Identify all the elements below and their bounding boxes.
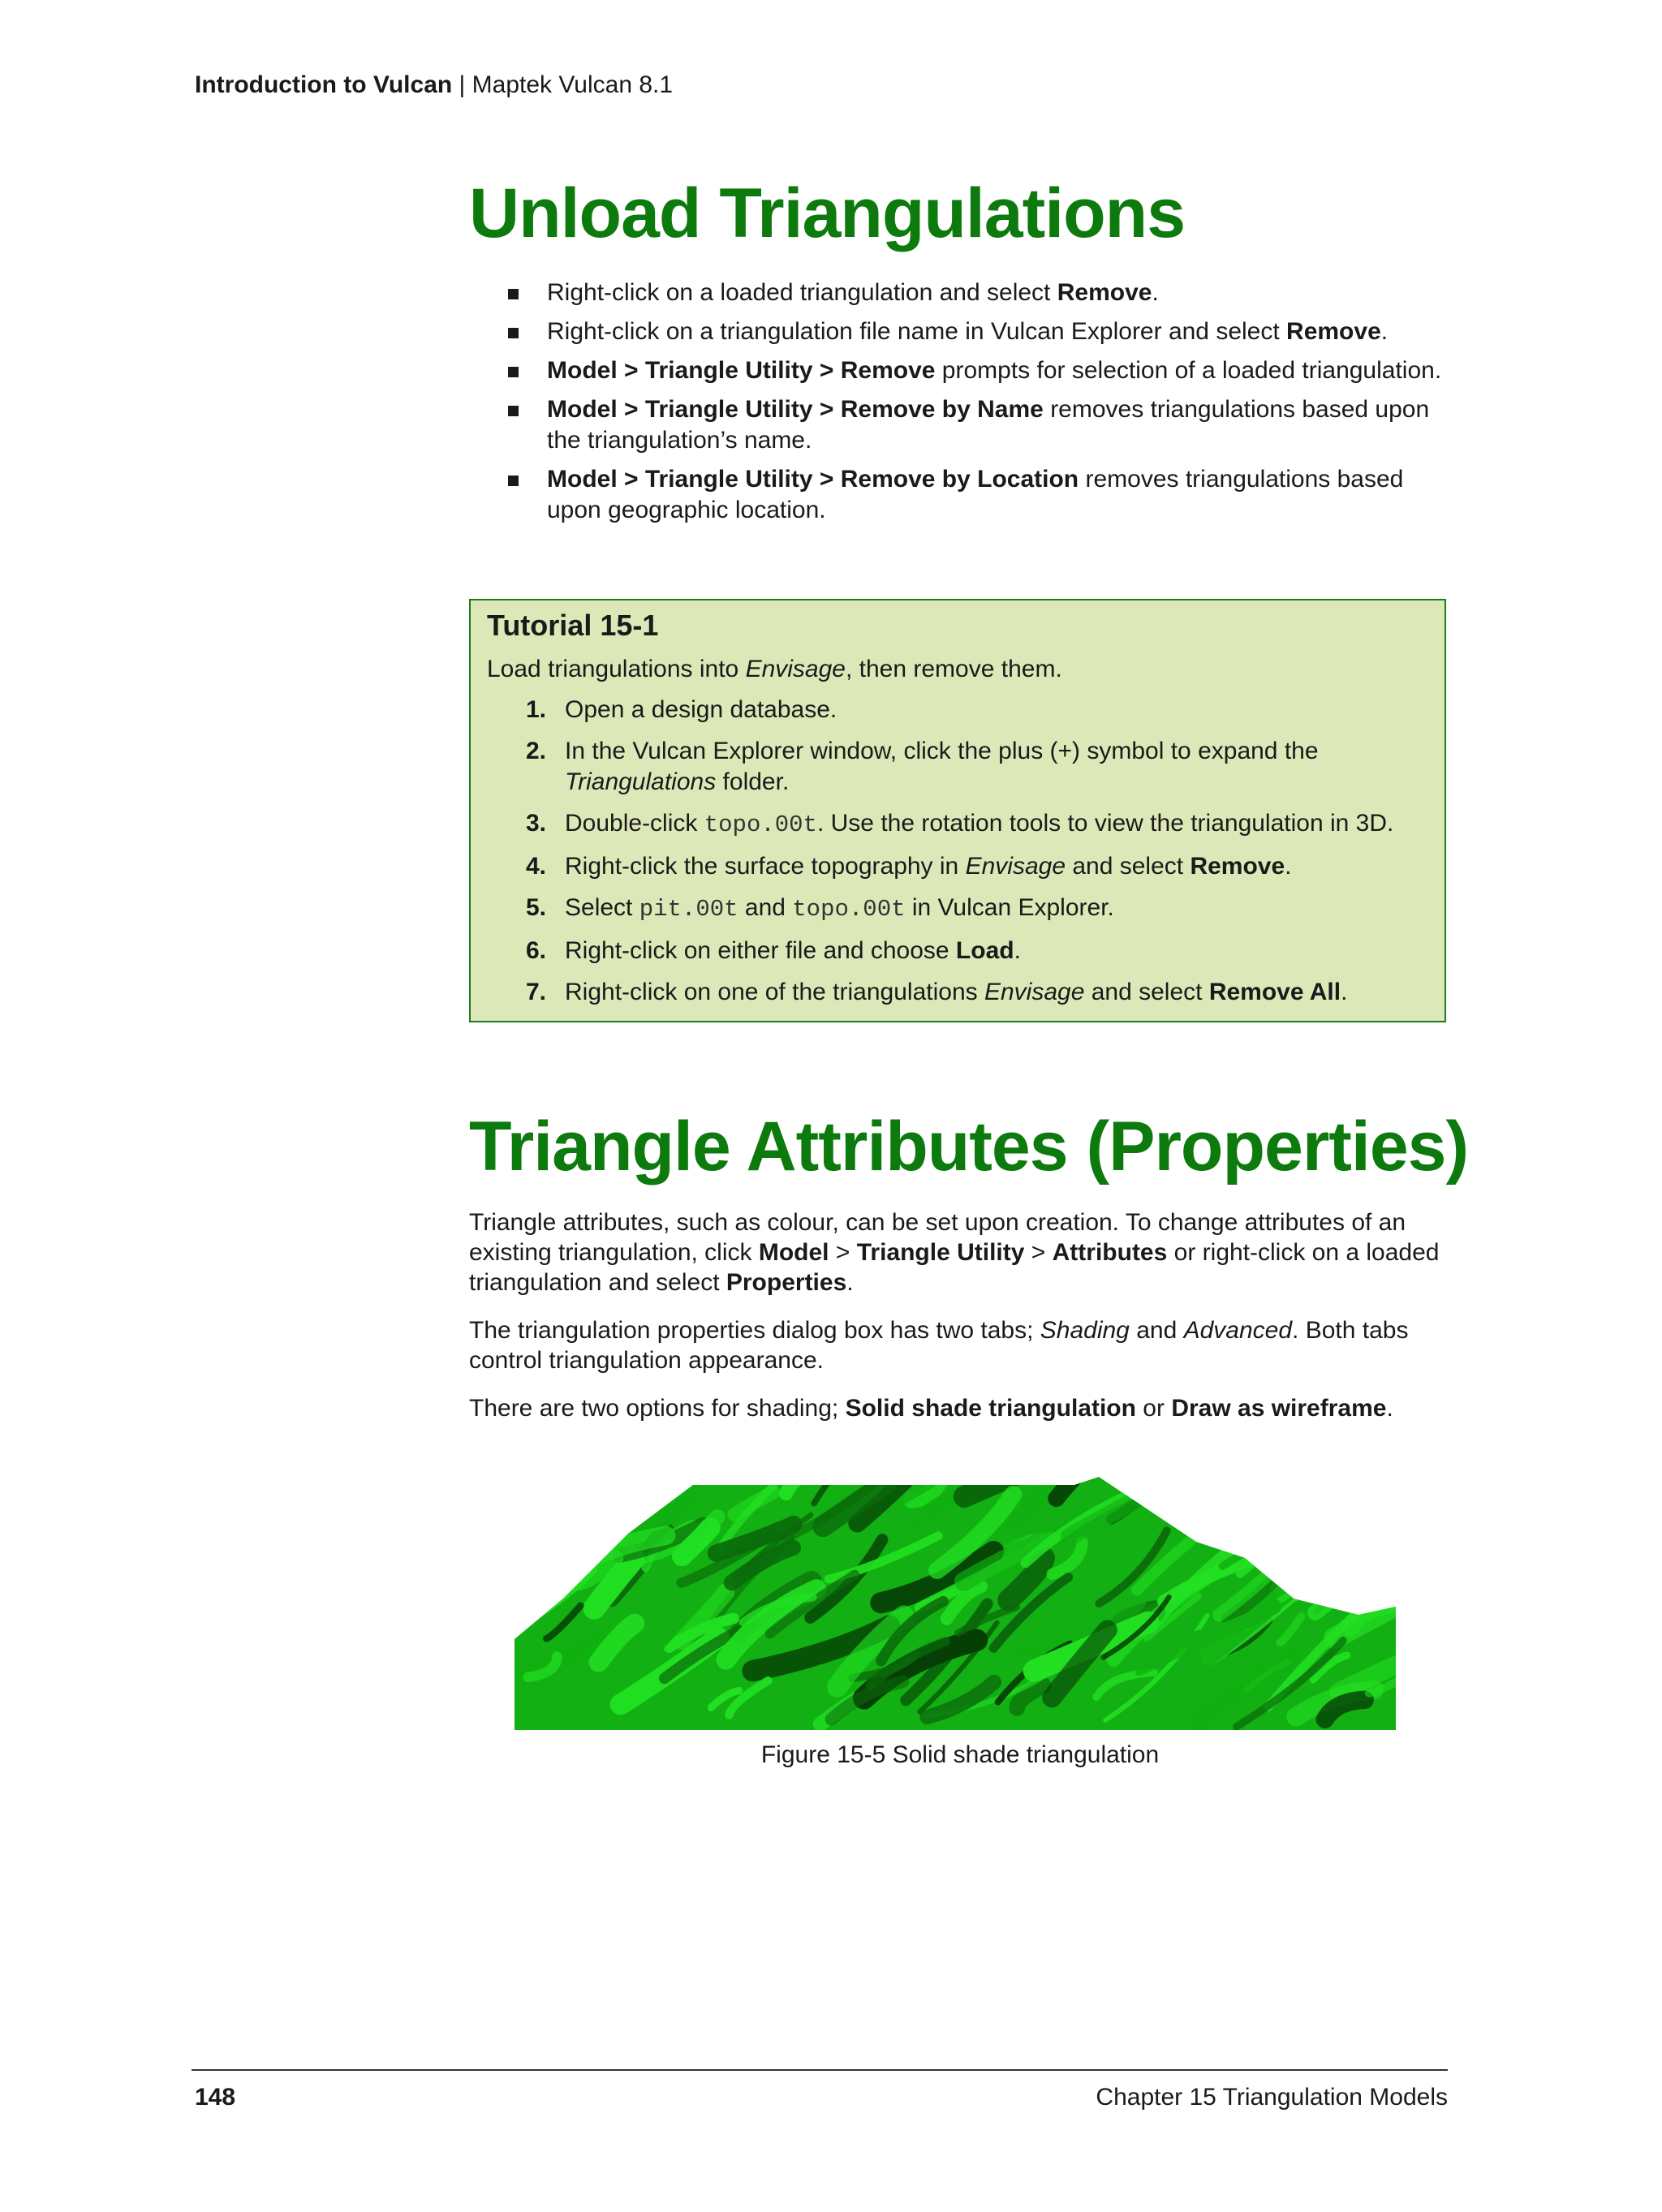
code-filename: topo.00t: [704, 811, 817, 838]
text-run: In the Vulcan Explorer window, click the plus (+) symbol to expand the: [565, 738, 1319, 764]
step-text: [565, 810, 1393, 837]
bold-text: Model > Triangle Utility > Remove by Name: [547, 396, 1044, 423]
list-item: [469, 394, 1451, 456]
text-run: and: [738, 894, 793, 921]
step-number: 7.: [526, 979, 547, 1005]
bold-text: Draw as wireframe: [1171, 1395, 1387, 1422]
text-run: .: [1014, 937, 1021, 964]
text-run: Load triangulations into: [487, 656, 746, 682]
solid-shade-triangulation-figure: [515, 1477, 1396, 1730]
list-item: [469, 464, 1451, 526]
tutorial-title: Tutorial 15-1: [487, 609, 659, 642]
text-run: . Both tabs control triangulation appearance.: [469, 1317, 1409, 1374]
terrain-stroke: [1363, 1477, 1396, 1536]
running-header: [195, 71, 673, 99]
terrain-stroke: [532, 1534, 575, 1563]
text-run: .: [1152, 279, 1159, 306]
terrain-stroke: [536, 1504, 592, 1559]
footer-divider: [192, 2069, 1448, 2071]
italic-text: Advanced: [1183, 1317, 1293, 1344]
attributes-body: [469, 1207, 1451, 1441]
text-run: or right-click on a loaded triangulation and select: [469, 1239, 1440, 1296]
tutorial-intro: [487, 656, 1062, 683]
section-heading-attributes: Triangle Attributes (Properties): [469, 1108, 1469, 1186]
terrain-stroke: [1128, 1477, 1223, 1483]
paragraph: [469, 1393, 1451, 1423]
text-run: Double-click: [565, 810, 704, 837]
step-number: 1.: [526, 696, 547, 723]
step-text: [565, 853, 1292, 880]
terrain-stroke: [582, 1477, 618, 1504]
text-run: Select: [565, 894, 639, 921]
step-text: [565, 979, 1347, 1005]
text-run: >: [829, 1239, 857, 1266]
header-title: Introduction to Vulcan: [195, 71, 453, 98]
tutorial-step: [487, 695, 1428, 725]
terrain-stroke: [1308, 1477, 1370, 1504]
bold-text: Properties: [726, 1269, 847, 1296]
text-run: or: [1135, 1395, 1172, 1422]
terrain-stroke: [782, 1477, 871, 1484]
tutorial-box: [469, 599, 1446, 1022]
tutorial-steps: [487, 695, 1428, 1018]
tutorial-step: [487, 808, 1428, 841]
list-item: [469, 355, 1451, 386]
text-run: The triangulation properties dialog box has two tabs;: [469, 1317, 1040, 1344]
tutorial-step: [487, 736, 1428, 798]
header-separator: |: [452, 71, 472, 98]
terrain-stroke: [1381, 1527, 1396, 1544]
text-run: Right-click on a loaded triangulation and select: [547, 279, 1057, 306]
bold-text: Solid shade triangulation: [845, 1395, 1136, 1422]
step-text: [565, 937, 1021, 964]
code-filename: topo.00t: [792, 896, 906, 923]
step-text: [565, 894, 1114, 921]
text-run: and: [1129, 1317, 1184, 1344]
terrain-stroke: [538, 1509, 602, 1531]
terrain-stroke: [1294, 1564, 1348, 1596]
tutorial-step: [487, 936, 1428, 966]
step-text: [565, 738, 1319, 795]
list-item: [469, 278, 1451, 308]
bold-text: Remove: [1286, 318, 1381, 345]
text-run: .: [1380, 318, 1389, 345]
page-number: 148: [195, 2084, 236, 2111]
text-run: Right-click on a triangulation file name in Vulcan Explorer and select: [547, 318, 1287, 345]
italic-text: Shading: [1040, 1317, 1130, 1344]
header-subtitle: Maptek Vulcan 8.1: [471, 71, 674, 98]
bold-text: Triangle Utility: [856, 1239, 1025, 1266]
tutorial-step: [487, 893, 1428, 925]
terrain-stroke: [646, 1483, 688, 1521]
terrain-stroke: [1222, 1516, 1326, 1566]
text-run: .: [1285, 853, 1292, 880]
text-run: >: [1024, 1239, 1053, 1266]
text-run: There are two options for shading;: [469, 1395, 846, 1422]
tutorial-step: [487, 977, 1428, 1008]
terrain-stroke: [1127, 1477, 1214, 1483]
bold-text: Remove: [1057, 279, 1152, 306]
step-number: 5.: [526, 894, 547, 921]
text-run: removes triangulations based upon the triangulation’s name.: [547, 396, 1430, 454]
italic-text: Envisage: [965, 853, 1066, 880]
text-run: Triangle attributes, such as colour, can be set upon creation. To change attributes of an existing triangulation, click: [469, 1209, 1406, 1266]
terrain-stroke: [521, 1504, 609, 1568]
unload-bullet-list: [469, 278, 1451, 534]
italic-text: Triangulations: [565, 768, 717, 795]
text-run: Right-click on either file and choose: [565, 937, 956, 964]
terrain-stroke: [623, 1477, 667, 1507]
italic-text: Envisage: [984, 979, 1085, 1005]
text-run: folder.: [716, 768, 790, 795]
bold-text: Load: [955, 937, 1014, 964]
text-run: prompts for selection of a loaded triangulation.: [935, 357, 1442, 384]
terrain-stroke: [1220, 1492, 1264, 1511]
section-heading-unload: Unload Triangulations: [469, 174, 1186, 252]
terrain-stroke: [1276, 1573, 1316, 1588]
text-run: and select: [1066, 853, 1191, 880]
terrain-stroke: [857, 1477, 893, 1478]
text-run: Right-click the surface topography in: [565, 853, 966, 880]
text-run: . Use the rotation tools to view the triangulation in 3D.: [816, 810, 1394, 837]
text-run: Right-click on one of the triangulations: [565, 979, 984, 1005]
terrain-stroke: [1315, 1516, 1396, 1612]
tutorial-step: [487, 851, 1428, 882]
text-run: , then remove them.: [845, 656, 1062, 682]
paragraph: [469, 1207, 1451, 1298]
terrain-stroke: [1386, 1543, 1397, 1599]
terrain-stroke: [1352, 1477, 1396, 1478]
terrain-stroke: [515, 1528, 572, 1600]
text-run: .: [1341, 979, 1348, 1005]
bold-text: Model > Triangle Utility > Remove by Location: [547, 466, 1079, 493]
bold-text: Attributes: [1052, 1239, 1168, 1266]
code-filename: pit.00t: [639, 896, 738, 923]
list-item: [469, 316, 1451, 347]
step-number: 6.: [526, 937, 547, 964]
bold-text: Model > Triangle Utility > Remove: [547, 357, 936, 384]
text-run: and select: [1084, 979, 1209, 1005]
bold-text: Model: [758, 1239, 829, 1266]
step-number: 2.: [526, 738, 547, 764]
terrain-stroke: [1333, 1477, 1396, 1574]
terrain-stroke: [1316, 1574, 1369, 1612]
step-text: [565, 696, 837, 723]
terrain-stroke: [1246, 1477, 1308, 1522]
text-run: in Vulcan Explorer.: [905, 894, 1114, 921]
italic-text: Envisage: [745, 656, 846, 682]
text-run: removes triangulations based upon geographic location.: [547, 466, 1404, 523]
text-run: Open a design database.: [565, 696, 837, 723]
bold-text: Remove All: [1208, 979, 1341, 1005]
step-number: 3.: [526, 810, 547, 837]
text-run: .: [846, 1269, 854, 1296]
bold-text: Remove: [1190, 853, 1285, 880]
terrain-stroke: [1264, 1477, 1298, 1485]
terrain-stroke: [1240, 1495, 1350, 1573]
chapter-title: Chapter 15 Triangulation Models: [1096, 2084, 1448, 2111]
paragraph: [469, 1315, 1451, 1375]
figure-caption: Figure 15-5 Solid shade triangulation: [760, 1741, 1160, 1768]
text-run: .: [1386, 1395, 1393, 1422]
step-number: 4.: [526, 853, 547, 880]
